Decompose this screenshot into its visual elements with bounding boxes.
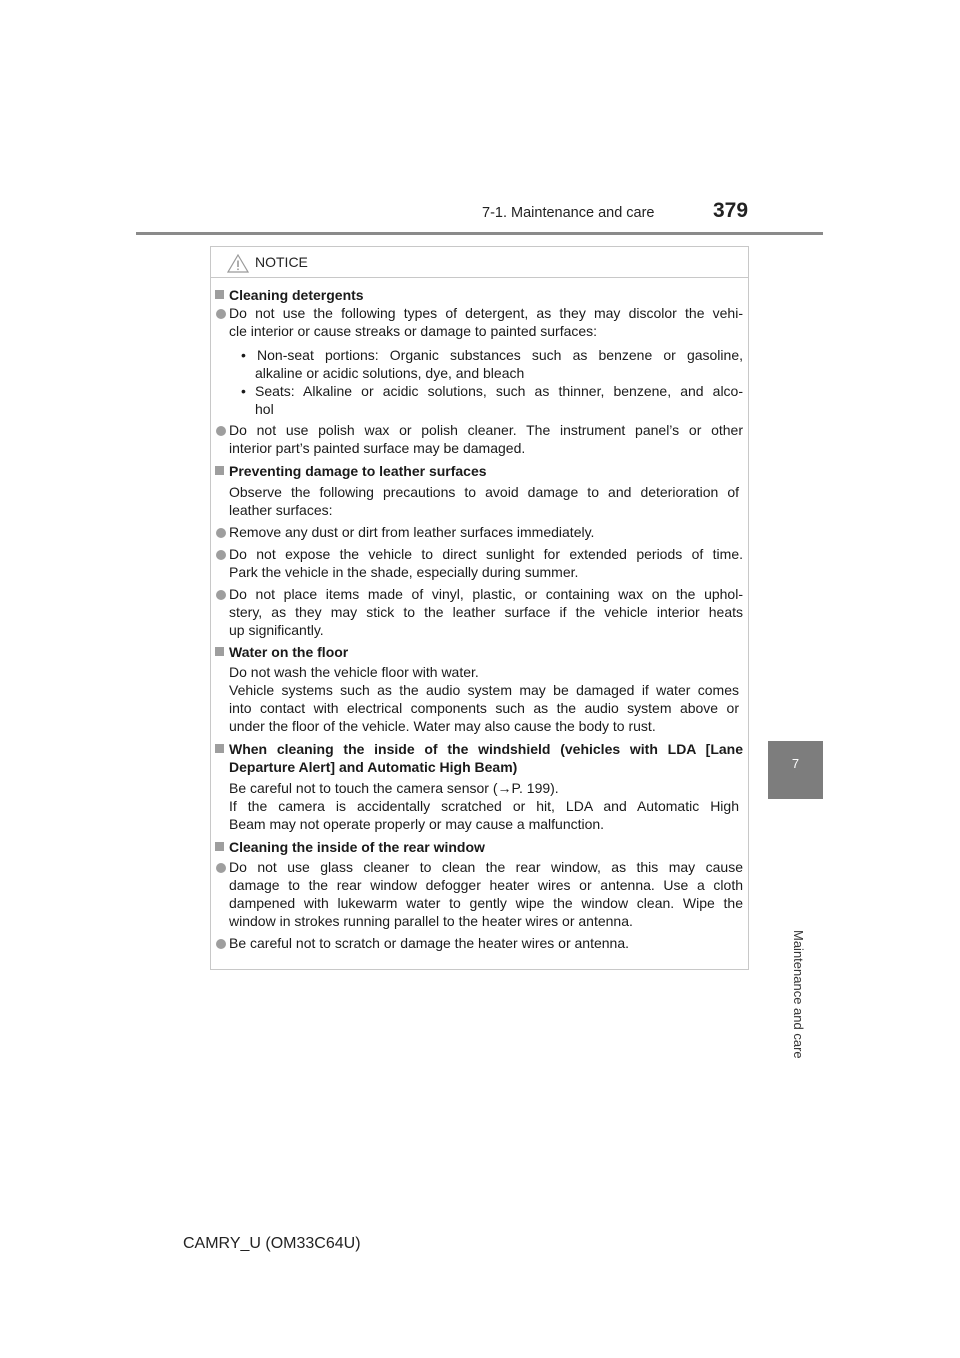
paragraph-line: Vehicle systems such as the audio system may be damaged if water comes [229,682,739,698]
paragraph-line: interior part’s painted surface may be damaged. [229,440,526,456]
paragraph-line: Do not use the following types of detergent, as they may discolor the vehi- [229,305,743,321]
warning-triangle-icon [227,254,249,273]
paragraph-line: cle interior or cause streaks or damage to painted surfaces: [229,323,598,339]
paragraph-line: Observe the following precautions to avoid damage to and deterioration of [229,484,739,500]
notice-label: NOTICE [255,254,308,270]
paragraph-line: Remove any dust or dirt from leather surfaces immediately. [229,524,595,540]
paragraph-line: window in strokes running parallel to the heater wires or antenna. [229,913,633,929]
section-marker [215,842,224,851]
bullet-dot [216,550,226,560]
paragraph-line: under the floor of the vehicle. Water may also cause the body to rust. [229,718,656,734]
paragraph-line: Beam may not operate properly or may cause a malfunction. [229,816,605,832]
paragraph-line: If the camera is accidentally scratched or hit, LDA and Automatic High [229,798,739,814]
paragraph-line: leather surfaces: [229,502,333,518]
paragraph-line: Park the vehicle in the shade, especially during summer. [229,564,579,580]
notice-header [211,247,748,278]
bullet-dot [216,590,226,600]
section-marker [215,744,224,753]
chapter-label: Maintenance and care [791,930,806,1059]
paragraph-line: Be careful not to touch the camera sensor (→P. 199). [229,780,559,796]
section-marker [215,290,224,299]
page-number: 379 [713,199,749,222]
paragraph-line: • Seats: Alkaline or acidic solutions, such as thinner, benzene, and alco- [241,383,743,399]
section-title: Preventing damage to leather surfaces [229,463,487,479]
paragraph-line: Do not use glass cleaner to clean the rear window, as this may cause [229,859,743,875]
bullet-dot [216,309,226,319]
paragraph-line: dampened with lukewarm water to gently wipe the window clean. Wipe the [229,895,743,911]
chapter-tab [768,741,823,799]
section-title: When cleaning the inside of the windshield (vehicles with LDA [Lane [229,741,743,757]
paragraph-line: up significantly. [229,622,324,638]
section-title: Cleaning the inside of the rear window [229,839,485,855]
chapter-number: 7 [791,756,800,771]
notice-box [210,246,749,970]
bullet-dot [216,528,226,538]
paragraph-line: Do not expose the vehicle to direct sunlight for extended periods of time. [229,546,743,562]
paragraph-line: Do not wash the vehicle floor with water. [229,664,479,680]
bullet-dot [216,426,226,436]
section-title: Departure Alert] and Automatic High Beam) [229,759,518,775]
paragraph-line: alkaline or acidic solutions, dye, and bleach [255,365,525,381]
paragraph-line: Be careful not to scratch or damage the heater wires or antenna. [229,935,630,951]
section-title: Cleaning detergents [229,287,364,303]
paragraph-line: stery, as they may stick to the leather surface if the vehicle interior heats [229,604,743,620]
paragraph-line: Do not use polish wax or polish cleaner. The instrument panel’s or other [229,422,743,438]
section-marker [215,647,224,656]
paragraph-line: Do not place items made of vinyl, plastic, or containing wax on the uphol- [229,586,743,602]
paragraph-line: into contact with electrical components such as the audio system above or [229,700,739,716]
paragraph-line: hol [255,401,274,417]
bullet-dot [216,863,226,873]
paragraph-line: damage to the rear window defogger heater wires or antenna. Use a cloth [229,877,743,893]
section-title: Water on the floor [229,644,349,660]
paragraph-line: • Non-seat portions: Organic substances such as benzene or gasoline, [241,347,743,363]
footer-model: CAMRY_U (OM33C64U) [183,1235,361,1252]
section-marker [215,466,224,475]
header-rule [136,232,823,235]
header-section-title: 7-1. Maintenance and care [482,205,655,221]
bullet-dot [216,939,226,949]
